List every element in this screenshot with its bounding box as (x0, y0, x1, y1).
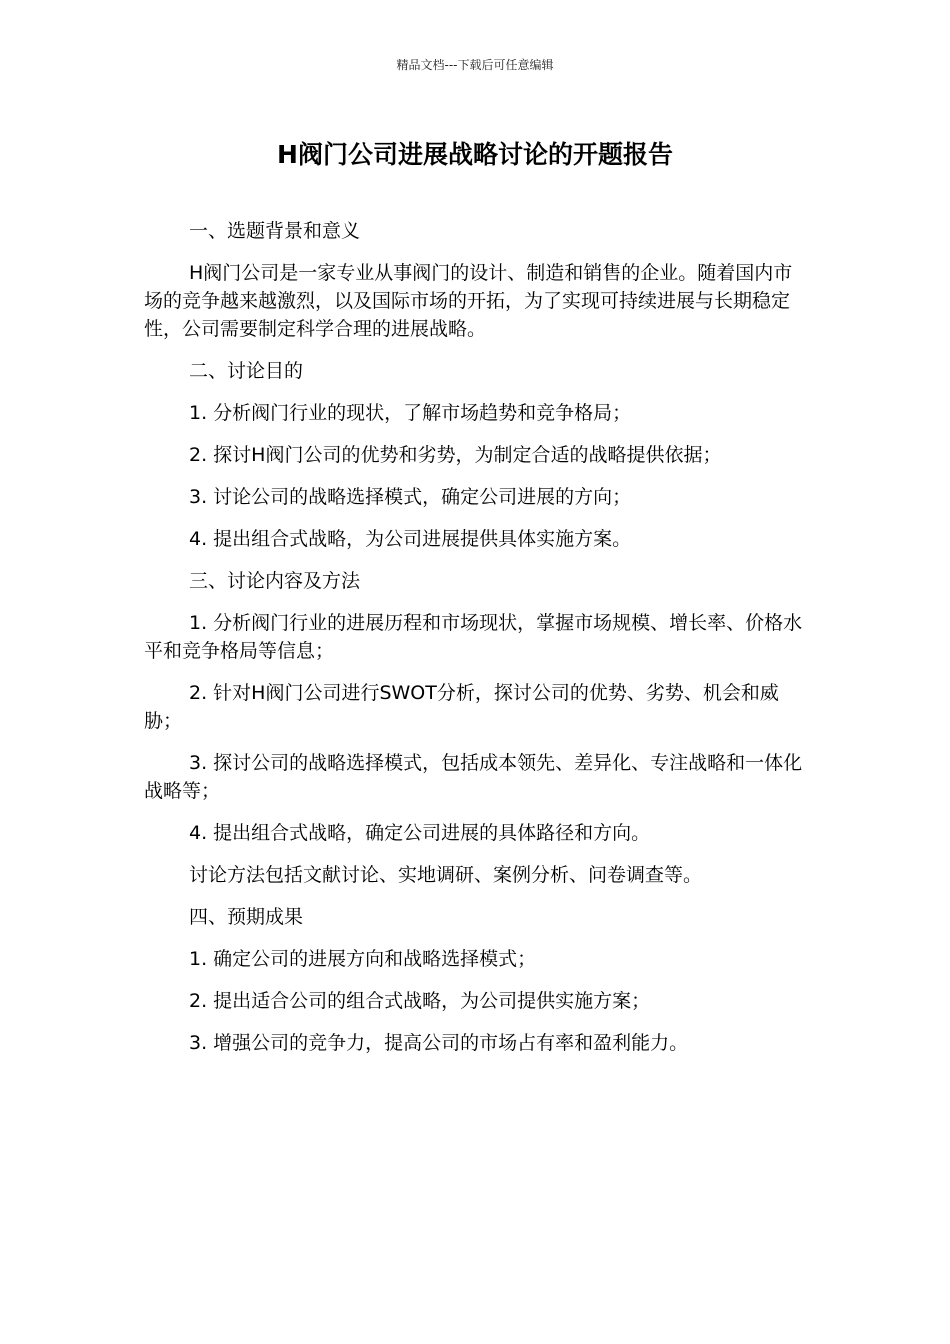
outcome-item-3: 3. 增强公司的竞争力，提高公司的市场占有率和盈利能力。 (189, 1032, 689, 1054)
content-item-3: 3. 探讨公司的战略选择模式，包括成本领先、差异化、专注战略和一体化战略等； (144, 752, 803, 802)
document-title: H阀门公司进展战略讨论的开题报告 (277, 140, 673, 169)
purpose-item-2: 2. 探讨H阀门公司的优势和劣势，为制定合适的战略提供依据； (189, 444, 722, 466)
section-heading-outcomes: 四、预期成果 (189, 906, 304, 928)
purpose-item-3: 3. 讨论公司的战略选择模式，确定公司进展的方向； (189, 486, 632, 508)
method-paragraph: 讨论方法包括文献讨论、实地调研、案例分析、问卷调查等。 (189, 864, 703, 886)
outcome-item-1: 1. 确定公司的进展方向和战略选择模式； (189, 948, 537, 970)
content-item-2: 2. 针对H阀门公司进行SWOT分析，探讨公司的优势、劣势、机会和威胁； (144, 682, 779, 732)
document-body (144, 217, 804, 1071)
purpose-item-4: 4. 提出组合式战略，为公司进展提供具体实施方案。 (189, 528, 632, 550)
section-heading-purpose: 二、讨论目的 (189, 360, 304, 382)
outcome-item-2: 2. 提出适合公司的组合式战略，为公司提供实施方案； (189, 990, 651, 1012)
page-header-note: 精品文档---下载后可任意编辑 (396, 58, 554, 72)
background-paragraph: H阀门公司是一家专业从事阀门的设计、制造和销售的企业。随着国内市场的竞争越来越激烈，以及国际市场的开拓，为了实现可持续进展与长期稳定性，公司需要制定科学合理的进展战略。 (144, 262, 793, 340)
content-item-4: 4. 提出组合式战略，确定公司进展的具体路径和方向。 (189, 822, 651, 844)
section-heading-background: 一、选题背景和意义 (189, 220, 361, 242)
purpose-item-1: 1. 分析阀门行业的现状，了解市场趋势和竞争格局； (189, 402, 632, 424)
content-item-1: 1. 分析阀门行业的进展历程和市场现状，掌握市场规模、增长率、价格水平和竞争格局等信息； (144, 612, 803, 662)
section-heading-content-method: 三、讨论内容及方法 (189, 570, 361, 592)
